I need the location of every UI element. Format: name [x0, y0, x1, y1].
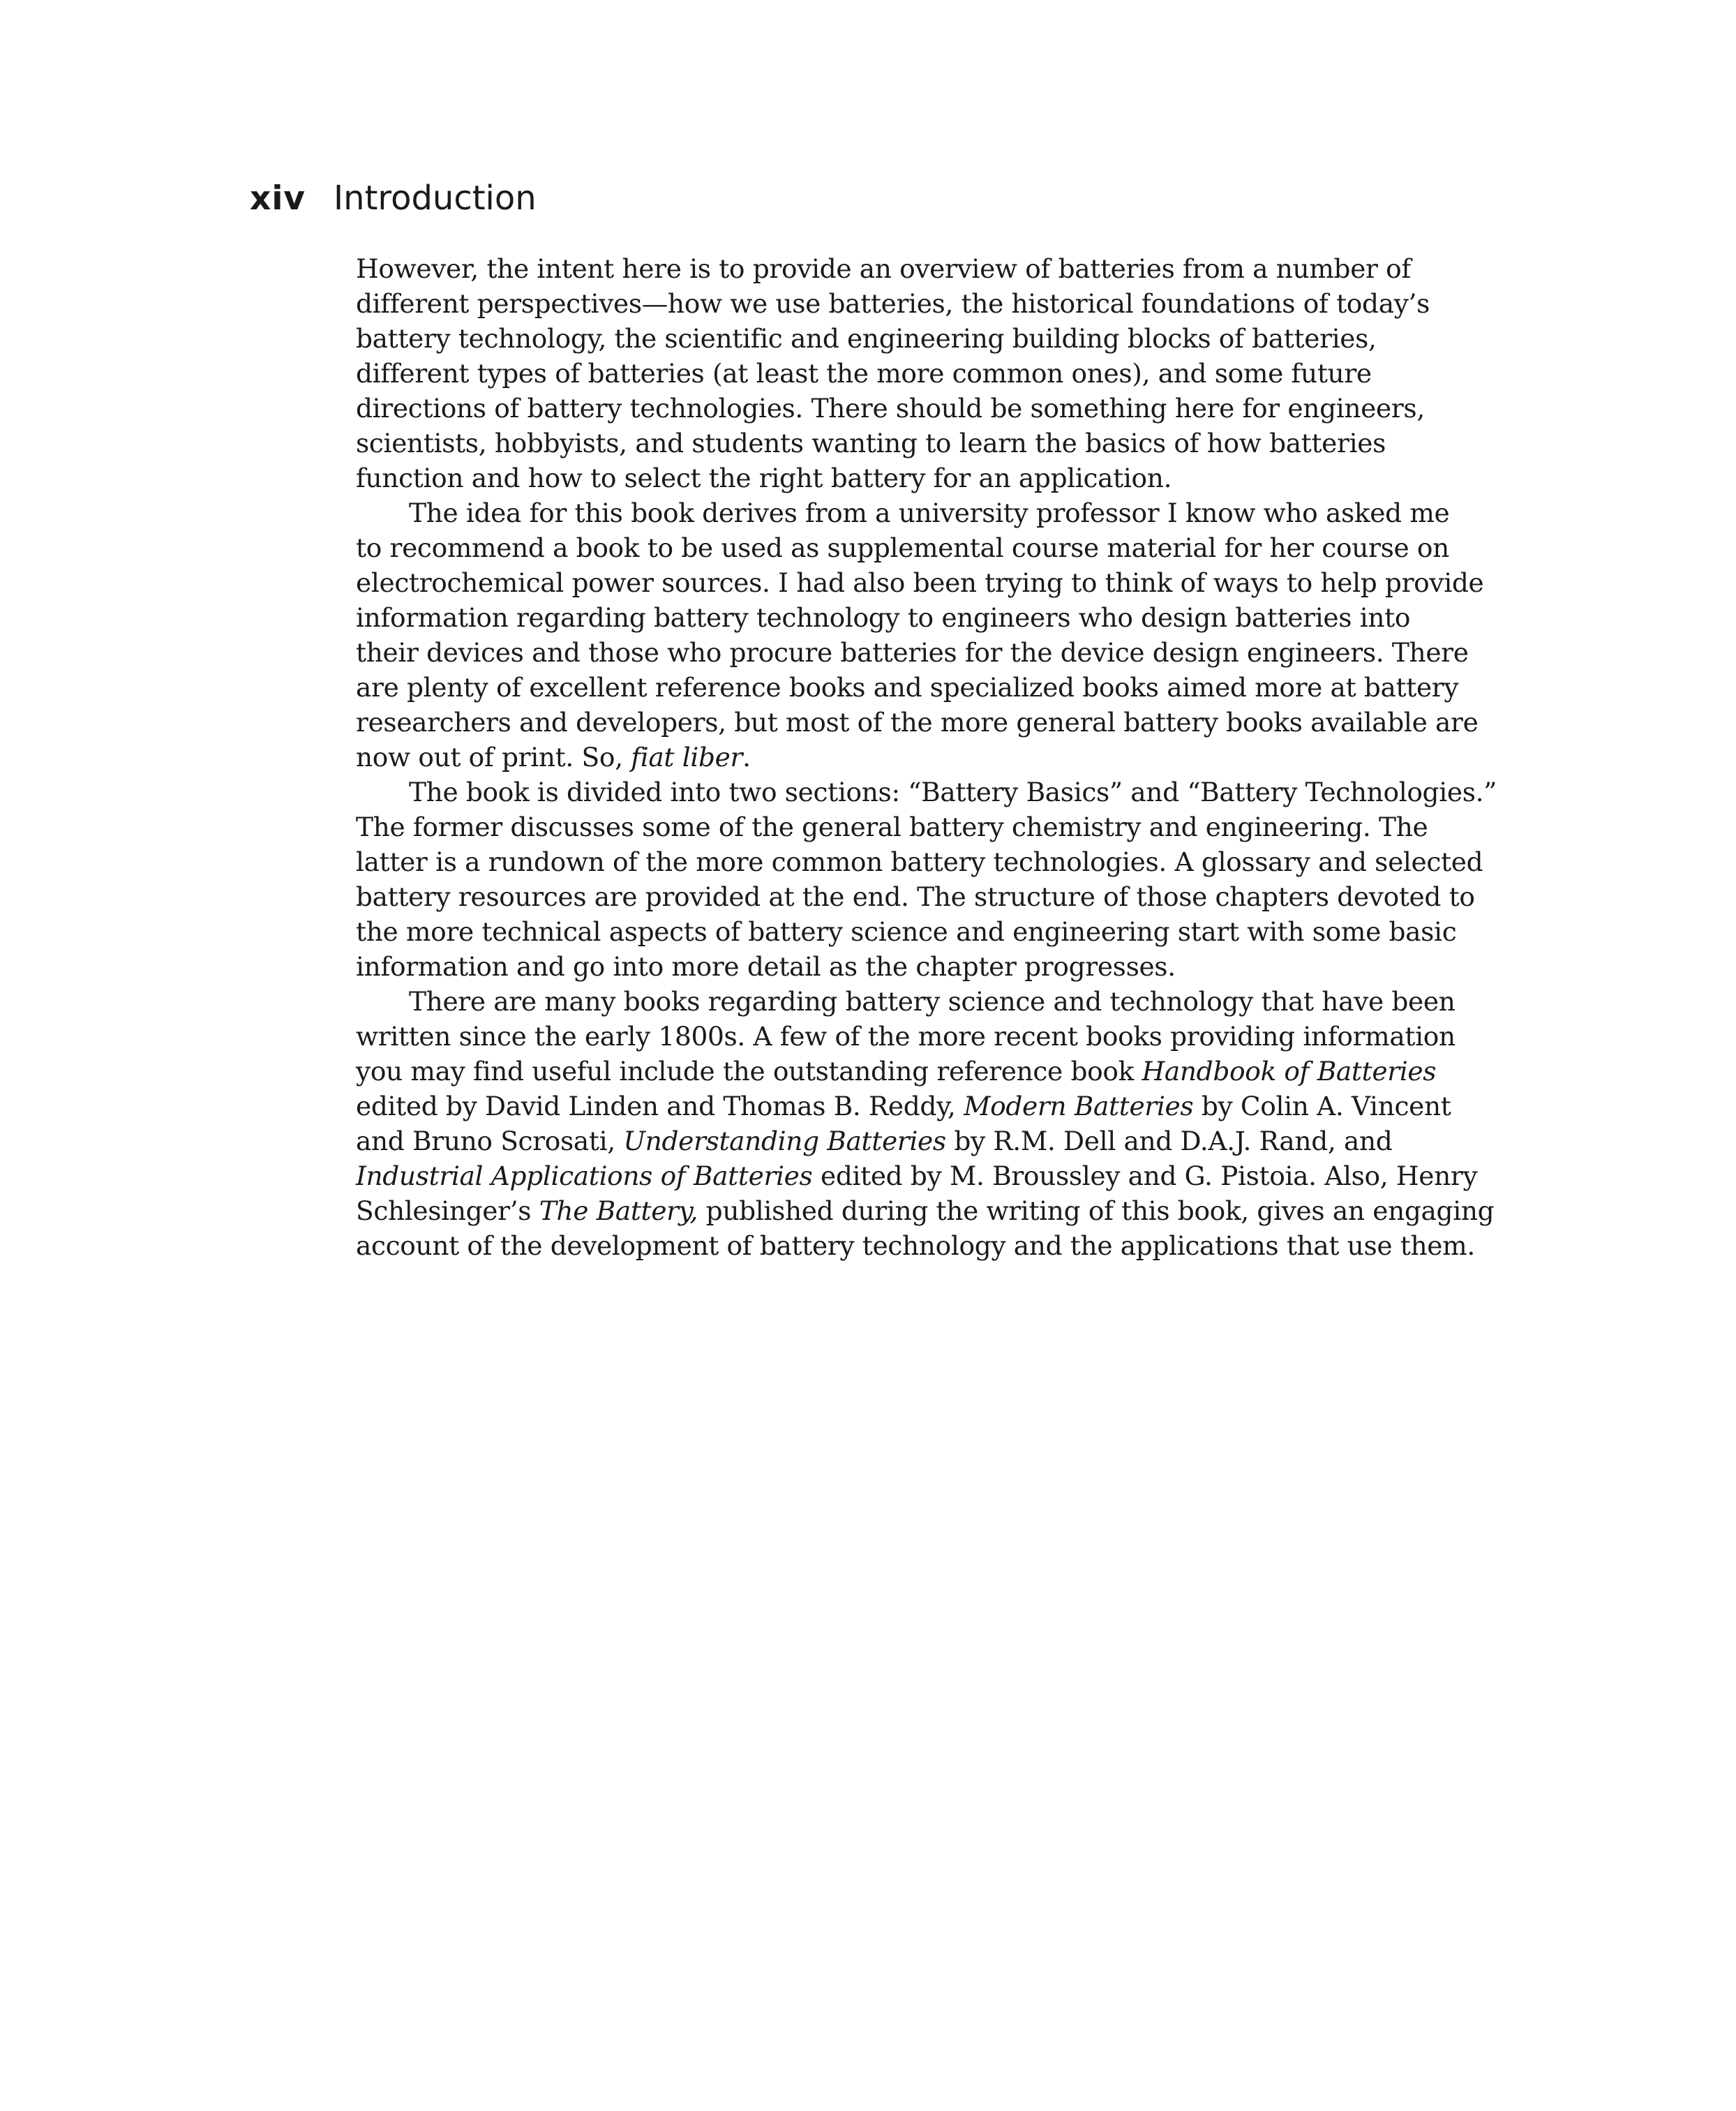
text-line: [356, 844, 1483, 879]
text-line: [356, 1228, 1475, 1263]
text-segment: battery resources are provided at the end. The structure of those chapters devoted to: [356, 881, 1475, 912]
text-segment: different perspectives—how we use batteries, the historical foundations of today’s: [356, 288, 1430, 319]
italic-text: Modern Batteries: [964, 1091, 1194, 1121]
text-segment: latter is a rundown of the more common battery technologies. A glossary and selected: [356, 846, 1483, 877]
text-line: [356, 705, 1479, 740]
text-line: [356, 391, 1458, 426]
text-line: [356, 670, 1458, 705]
text-segment: and Bruno Scrosati,: [356, 1126, 624, 1156]
text-line: [356, 1089, 1458, 1124]
text-segment: The book is divided into two sections: “Battery Basics” and “Battery Technologies.”: [409, 777, 1497, 807]
text-segment: The former discusses some of the general battery chemistry and engineering. The: [356, 812, 1428, 842]
text-line: [356, 321, 1458, 356]
text-segment: researchers and developers, but most of the more general battery books available are: [356, 707, 1479, 738]
text-line: [356, 600, 1458, 635]
text-line: [356, 565, 1484, 600]
text-segment: scientists, hobbyists, and students wanting to learn the basics of how batteries: [356, 428, 1386, 458]
text-segment: However, the intent here is to provide an overview of batteries from a number of: [356, 253, 1411, 284]
text-line: [356, 740, 1458, 775]
text-line: [356, 251, 1458, 286]
text-line: [356, 530, 1458, 565]
text-line: [356, 1124, 1458, 1158]
text-line: [356, 356, 1458, 391]
text-line: [356, 1158, 1478, 1193]
text-segment: to recommend a book to be used as supplemental course material for her course on: [356, 532, 1449, 563]
text-line: [356, 426, 1458, 461]
text-line: [356, 1019, 1458, 1054]
text-segment: edited by M. Broussley and G. Pistoia. Also, Henry: [812, 1161, 1478, 1191]
text-segment: information regarding battery technology to engineers who design batteries into: [356, 602, 1411, 633]
text-line: [356, 635, 1469, 670]
text-segment: Schlesinger’s: [356, 1195, 539, 1226]
text-segment: edited by David Linden and Thomas B. Reddy,: [356, 1091, 964, 1121]
text-line: [356, 949, 1458, 984]
text-line: [356, 1054, 1458, 1089]
section-title: Introduction: [334, 179, 537, 218]
text-line: [356, 1193, 1495, 1228]
running-head: [250, 179, 537, 227]
text-segment: are plenty of excellent reference books and specialized books aimed more at battery: [356, 672, 1459, 703]
text-segment: The idea for this book derives from a university professor I know who asked me: [409, 498, 1450, 528]
text-segment: directions of battery technologies. There should be something here for engineers,: [356, 393, 1425, 424]
text-line: [356, 810, 1458, 844]
text-segment: electrochemical power sources. I had also been trying to think of ways to help provide: [356, 567, 1484, 598]
text-segment: There are many books regarding battery science and technology that have been: [409, 986, 1456, 1017]
italic-text: The Battery,: [539, 1195, 698, 1226]
text-line: [356, 879, 1475, 914]
text-segment: written since the early 1800s. A few of the more recent books providing information: [356, 1021, 1456, 1052]
text-line: [356, 775, 1497, 810]
text-line: [356, 914, 1458, 949]
text-line: [356, 984, 1458, 1019]
text-segment: you may find useful include the outstanding reference book: [356, 1056, 1142, 1087]
text-segment: account of the development of battery technology and the applications that use them.: [356, 1230, 1475, 1261]
italic-text: Understanding Batteries: [623, 1126, 946, 1156]
text-segment: their devices and those who procure batteries for the device design engineers. There: [356, 637, 1469, 668]
text-line: [356, 286, 1458, 321]
text-segment: information and go into more detail as the chapter progresses.: [356, 951, 1176, 982]
text-segment: the more technical aspects of battery science and engineering start with some basic: [356, 916, 1457, 947]
body-text: [356, 251, 1497, 1263]
text-segment: .: [742, 742, 751, 773]
text-segment: published during the writing of this book, gives an engaging: [698, 1195, 1495, 1226]
italic-text: fiat liber: [631, 742, 743, 773]
page-number: xiv: [250, 179, 306, 218]
text-line: [356, 495, 1458, 530]
text-segment: different types of batteries (at least the more common ones), and some future: [356, 358, 1372, 389]
text-segment: by Colin A. Vincent: [1193, 1091, 1451, 1121]
italic-text: Handbook of Batteries: [1142, 1056, 1437, 1087]
italic-text: Industrial Applications of Batteries: [356, 1161, 813, 1191]
text-segment: battery technology, the scientific and engineering building blocks of batteries,: [356, 323, 1377, 354]
text-segment: now out of print. So,: [356, 742, 631, 773]
text-segment: function and how to select the right battery for an application.: [356, 463, 1172, 493]
text-segment: by R.M. Dell and D.A.J. Rand, and: [945, 1126, 1393, 1156]
text-line: [356, 461, 1458, 495]
